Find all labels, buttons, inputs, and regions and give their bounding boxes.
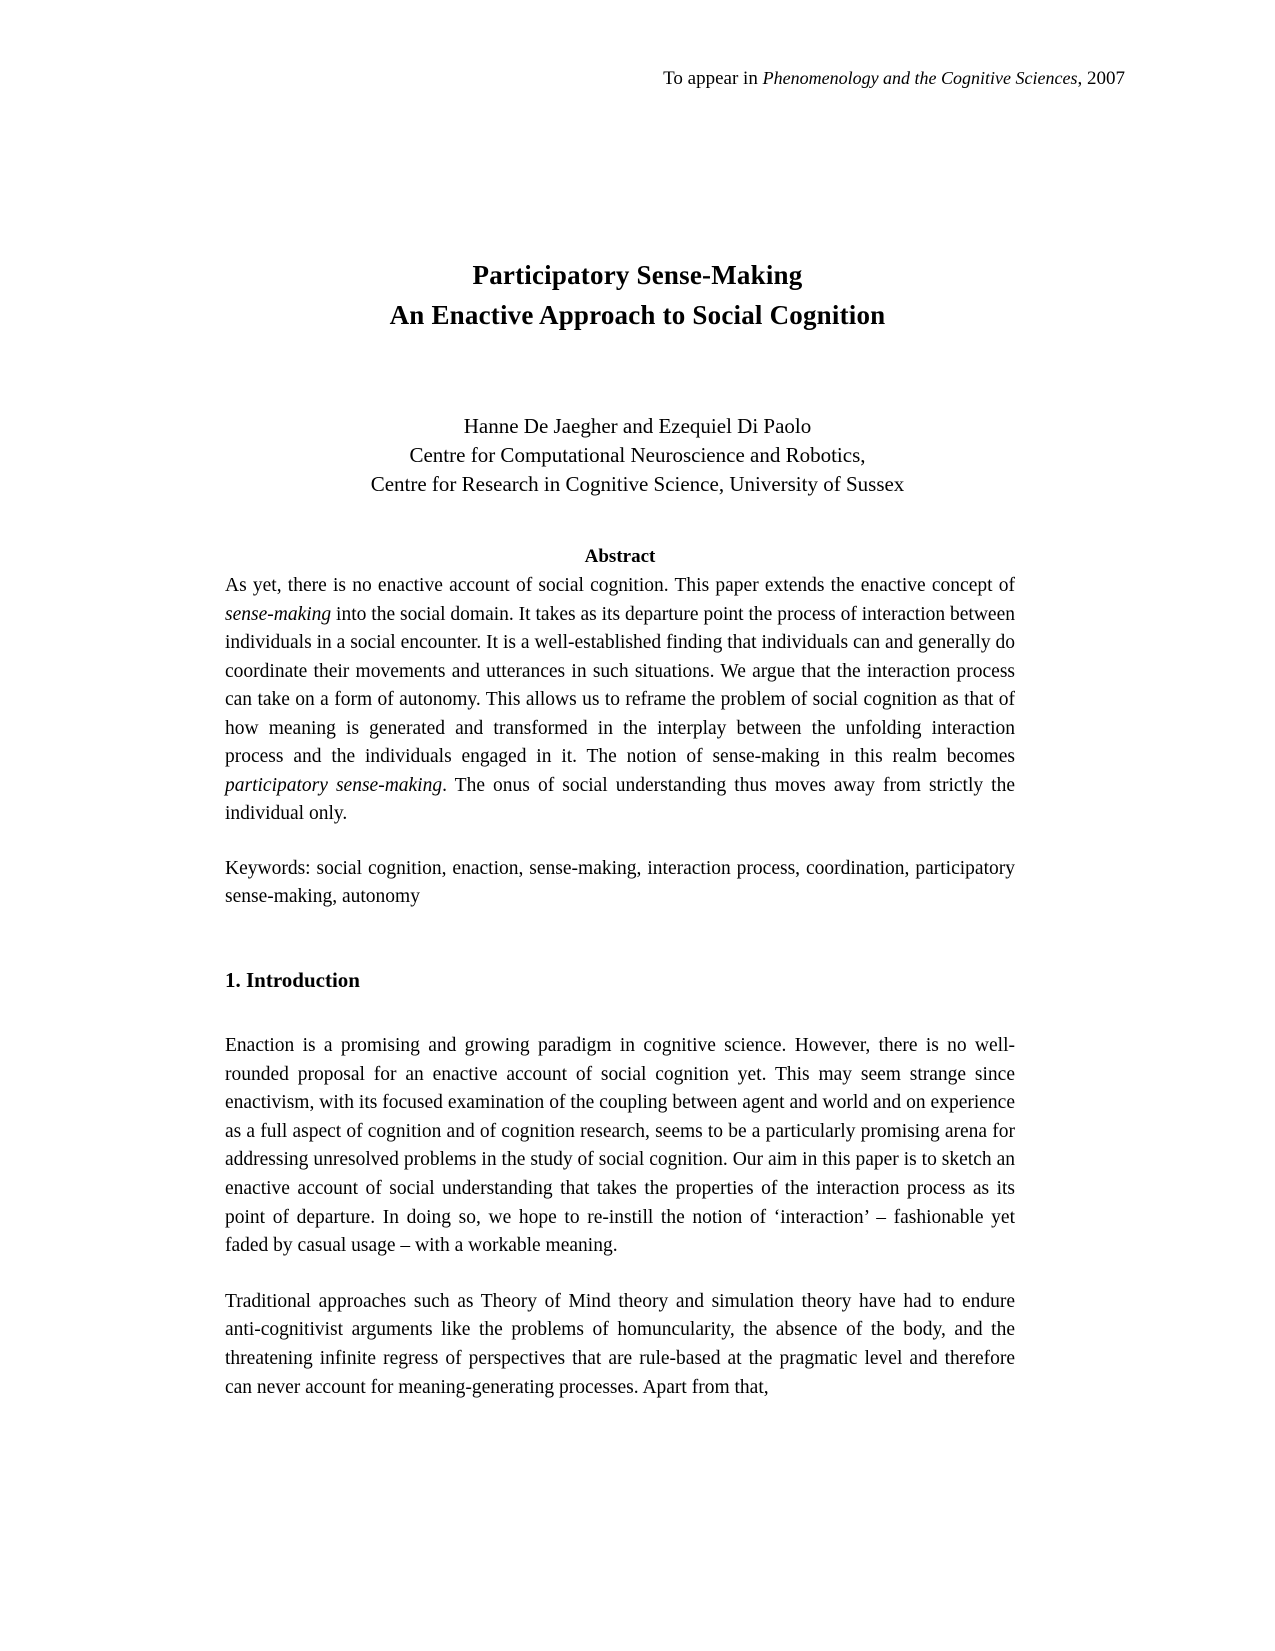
running-head-prefix: To appear in bbox=[663, 68, 763, 89]
affiliation-line-2: Centre for Research in Cognitive Science, University of Sussex bbox=[370, 472, 905, 496]
title-line-2: An Enactive Approach to Social Cognition bbox=[389, 300, 886, 330]
body-block bbox=[225, 1032, 1015, 1429]
abstract-heading: Abstract bbox=[584, 546, 656, 567]
body-paragraph-2: Traditional approaches such as Theory of Mind theory and simulation theory have had to endure anti-cognitivist arguments like the problems of homuncularity, the absence of the body, and the threatening infinite regress of perspectives that are rule-based at the pragmatic level and therefore can never account for meaning-generating processes. Apart from that, bbox=[225, 1290, 1015, 1398]
author-names: Hanne De Jaegher and Ezequiel Di Paolo bbox=[463, 414, 812, 438]
abstract-italic-2: participatory sense-making bbox=[225, 774, 443, 796]
running-head-suffix: , 2007 bbox=[1077, 68, 1125, 89]
running-head bbox=[663, 68, 1125, 90]
abstract-part-2: into the social domain. It takes as its departure point the process of interaction between individuals in a social encounter. It is a well-established finding that individuals can and generally do coordinate their movements and utterances in such situations. We argue that the interaction process can take on a form of autonomy. This allows us to reframe the problem of social cognition as that of how meaning is generated and transformed in the interplay between the unfolding interaction process and the individuals engaged in it. The notion of sense-making in this realm becomes bbox=[225, 603, 1015, 767]
authors-block bbox=[225, 412, 1050, 499]
body-paragraph-1: Enaction is a promising and growing paradigm in cognitive science. However, there is no well-rounded proposal for an enactive account of social cognition yet. This may seem strange since enactivism, with its focused examination of the coupling between agent and world and on experience as a full aspect of cognition and of cognition research, seems to be a particularly promising arena for addressing unresolved problems in the study of social cognition. Our aim in this paper is to sketch an enactive account of social understanding that takes the properties of the interaction process as its point of departure. In doing so, we hope to re-instill the notion of ‘interaction’ – fashionable yet faded by casual usage – with a workable meaning. bbox=[225, 1035, 1015, 1257]
running-head-journal: Phenomenology and the Cognitive Sciences bbox=[762, 68, 1078, 88]
affiliation-line-1: Centre for Computational Neuroscience and Robotics, bbox=[409, 443, 866, 467]
abstract-text bbox=[225, 572, 1015, 829]
page-title bbox=[225, 255, 1050, 335]
abstract-part-1: As yet, there is no enactive account of social cognition. This paper extends the enactive concept of bbox=[225, 575, 1015, 596]
section-heading-introduction: 1. Introduction bbox=[225, 968, 360, 992]
title-line-1: Participatory Sense-Making bbox=[472, 260, 803, 290]
abstract-italic-1: sense-making bbox=[225, 603, 332, 625]
abstract-block bbox=[225, 546, 1015, 912]
abstract-part-3: . The onus of social understanding thus moves away from strictly the individual only. bbox=[225, 774, 1015, 824]
keywords-line: Keywords: social cognition, enaction, sense-making, interaction process, coordination, participatory sense-making, autonomy bbox=[225, 857, 1015, 907]
